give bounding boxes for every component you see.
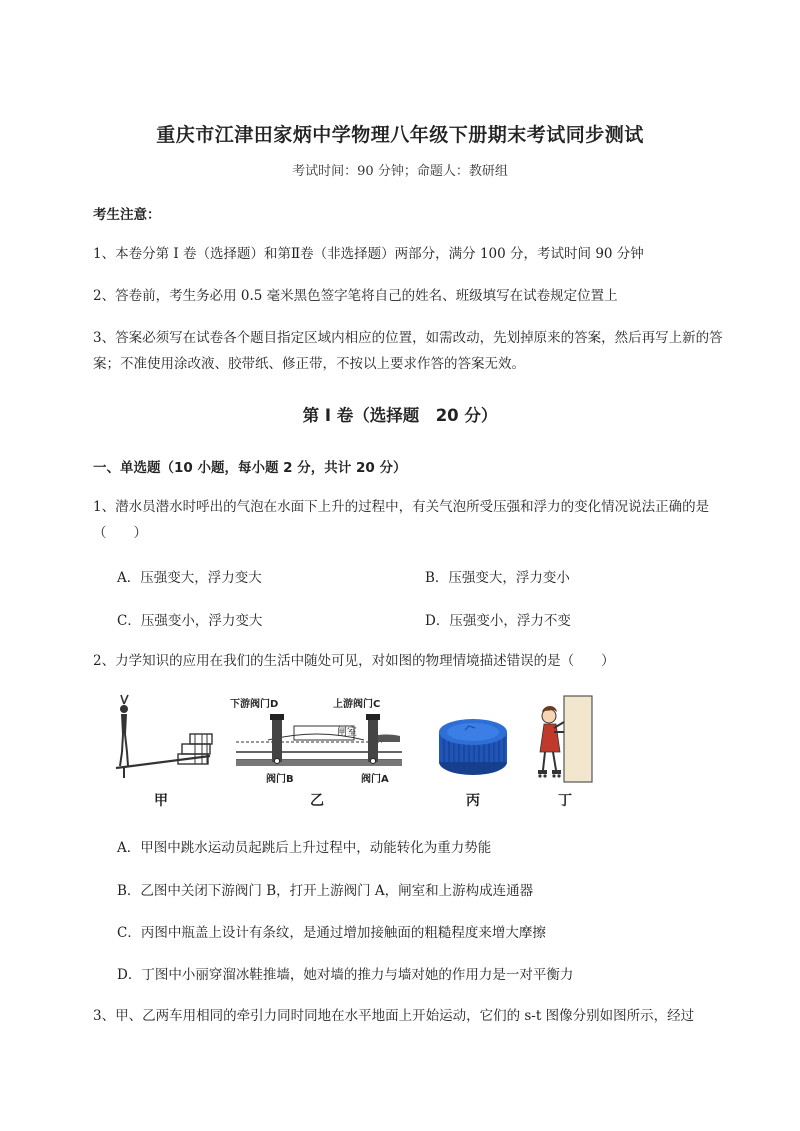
question-3-stem: 3、甲、乙两车用相同的牵引力同时同地在水平地面上开始运动，它们的 s-t 图像分别如图所示，经过 bbox=[93, 1008, 695, 1024]
ship-lock-figure bbox=[232, 712, 407, 772]
notice-item-1: 1、本卷分第 I 卷（选择题）和第Ⅱ卷（非选择题）两部分，满分 100 分，考试时间 90 分钟 bbox=[93, 246, 644, 262]
figure-label-jia: 甲 bbox=[154, 793, 168, 809]
question-2-option-c[interactable]: C．丙图中瓶盖上设计有条纹，是通过增加接触面的粗糙程度来增大摩擦 bbox=[117, 925, 546, 941]
question-2-option-b[interactable]: B．乙图中关闭下游阀门 B，打开上游阀门 A，闸室和上游构成连通器 bbox=[117, 883, 534, 899]
lock-label-chamber: 闸室 bbox=[337, 727, 357, 738]
question-2-stem: 2、力学知识的应用在我们的生活中随处可见，对如图的物理情境描述错误的是（ ） bbox=[93, 653, 615, 669]
exam-title: 重庆市江津田家炳中学物理八年级下册期末考试同步测试 bbox=[156, 124, 644, 146]
figure-label-ding: 丁 bbox=[558, 793, 572, 809]
notice-heading: 考生注意： bbox=[93, 207, 161, 223]
girl-pushing-wall-figure bbox=[530, 692, 596, 784]
question-1-option-c[interactable]: C．压强变小，浮力变大 bbox=[117, 613, 263, 629]
figure-label-bing: 丙 bbox=[466, 793, 480, 809]
exam-subtitle: 考试时间：90 分钟；命题人：教研组 bbox=[292, 164, 508, 179]
question-1-option-a[interactable]: A．压强变大，浮力变大 bbox=[117, 570, 262, 586]
lock-label-valve-a: 阀门A bbox=[361, 774, 389, 785]
figure-label-yi: 乙 bbox=[310, 793, 324, 809]
part-heading: 一、单选题（10 小题，每小题 2 分，共计 20 分） bbox=[93, 460, 407, 476]
bottle-cap-figure bbox=[435, 712, 511, 778]
lock-label-valve-b: 阀门B bbox=[266, 774, 294, 785]
diver-figure bbox=[110, 692, 215, 782]
question-1-stem: 1、潜水员潜水时呼出的气泡在水面下上升的过程中，有关气泡所受压强和浮力的变化情况说法正确的是（ ） bbox=[93, 499, 710, 541]
question-1-option-d[interactable]: D．压强变小，浮力不变 bbox=[425, 613, 571, 629]
notice-item-2: 2、答卷前，考生务必用 0.5 毫米黑色签字笔将自己的姓名、班级填写在试卷规定位置上 bbox=[93, 288, 618, 304]
question-1-option-b[interactable]: B．压强变大，浮力变小 bbox=[425, 570, 570, 586]
question-2-option-d[interactable]: D．丁图中小丽穿溜冰鞋推墙，她对墙的推力与墙对她的作用力是一对平衡力 bbox=[117, 967, 574, 983]
notice-item-3: 3、答案必须写在试卷各个题目指定区域内相应的位置，如需改动，先划掉原来的答案，然后再写上新的答案；不准使用涂改液、胶带纸、修正带，不按以上要求作答的答案无效。 bbox=[93, 330, 723, 372]
question-2-option-a[interactable]: A．甲图中跳水运动员起跳后上升过程中，动能转化为重力势能 bbox=[117, 840, 492, 856]
section-title: 第 I 卷（选择题 20 分） bbox=[302, 406, 498, 425]
lock-label-upper-gate: 上游阀门C bbox=[333, 699, 381, 710]
lock-label-lower-gate: 下游阀门D bbox=[230, 699, 279, 710]
